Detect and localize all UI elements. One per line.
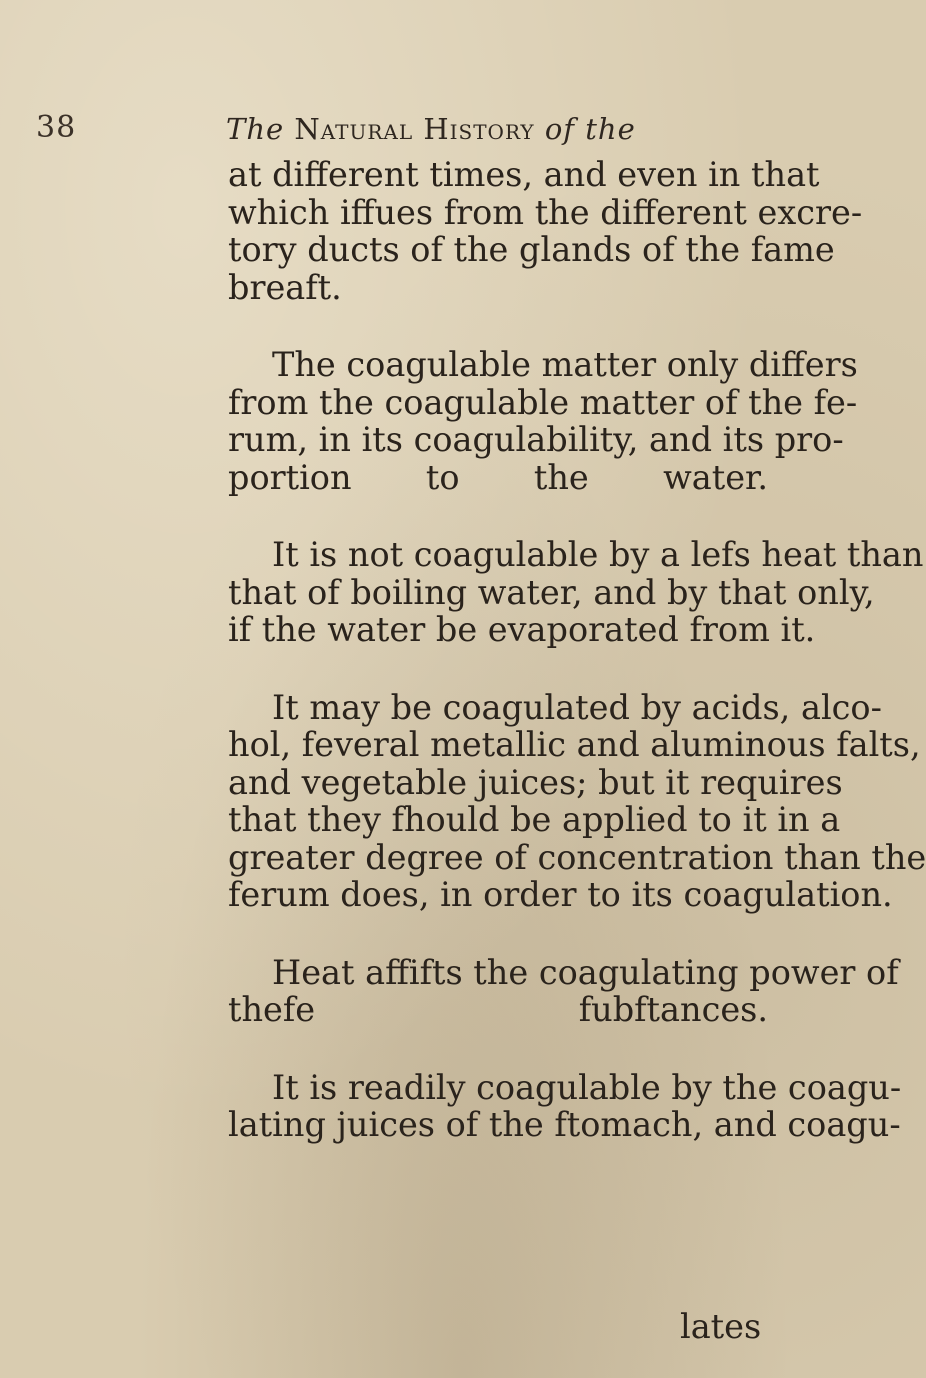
body-text [228,155,926,1184]
text-line: if the water be evaporated from it. [228,610,816,649]
text-line: that they fhould be applied to it in a [228,800,841,839]
page-number: 38 [36,110,77,145]
running-head-prefix: The [226,112,285,146]
text-line: tory ducts of the glands of the fame [228,230,835,269]
text-line: from the coagulable matter of the fe- [228,382,858,422]
text-line: ferum does, in order to its coagulation. [228,875,893,914]
text-line: greater degree of concentration than the [228,837,926,877]
text-line: rum, in its coagulability, and its pro- [228,420,844,459]
text-line: and vegetable juices; but it requires [228,762,843,802]
running-head-title: Natural History [294,112,535,146]
text-line: It is not coagulable by a lefs heat than [272,535,924,574]
text-line: thefe fubftances. [228,990,768,1029]
text-line: lating juices of the ftomach, and coagu- [228,1105,901,1144]
text-line: It is readily coagulable by the coagu- [272,1067,902,1107]
running-head-suffix: of the [544,112,636,146]
paragraph-2 [228,345,858,497]
text-line: which iffues from the different excre- [228,192,863,232]
text-line: that of boiling water, and by that only, [228,572,875,612]
text-line: hol, feveral metallic and aluminous falts, [228,725,921,764]
paragraph-5 [228,952,899,1029]
text-line: Heat affifts the coagulating power of [272,952,899,992]
text-line: It may be coagulated by acids, alco- [272,687,882,727]
text-line: at different times, and even in that [228,155,820,194]
paragraph-4 [228,687,926,914]
text-line: breaft. [228,267,342,307]
paragraph-6 [228,1067,902,1144]
paragraph-3 [228,535,924,649]
catchword: lates [680,1307,762,1346]
text-line: The coagulable matter only differs [272,345,858,384]
paragraph-1 [228,155,863,307]
text-line: portion to the water. [228,457,768,497]
running-head [226,112,636,146]
